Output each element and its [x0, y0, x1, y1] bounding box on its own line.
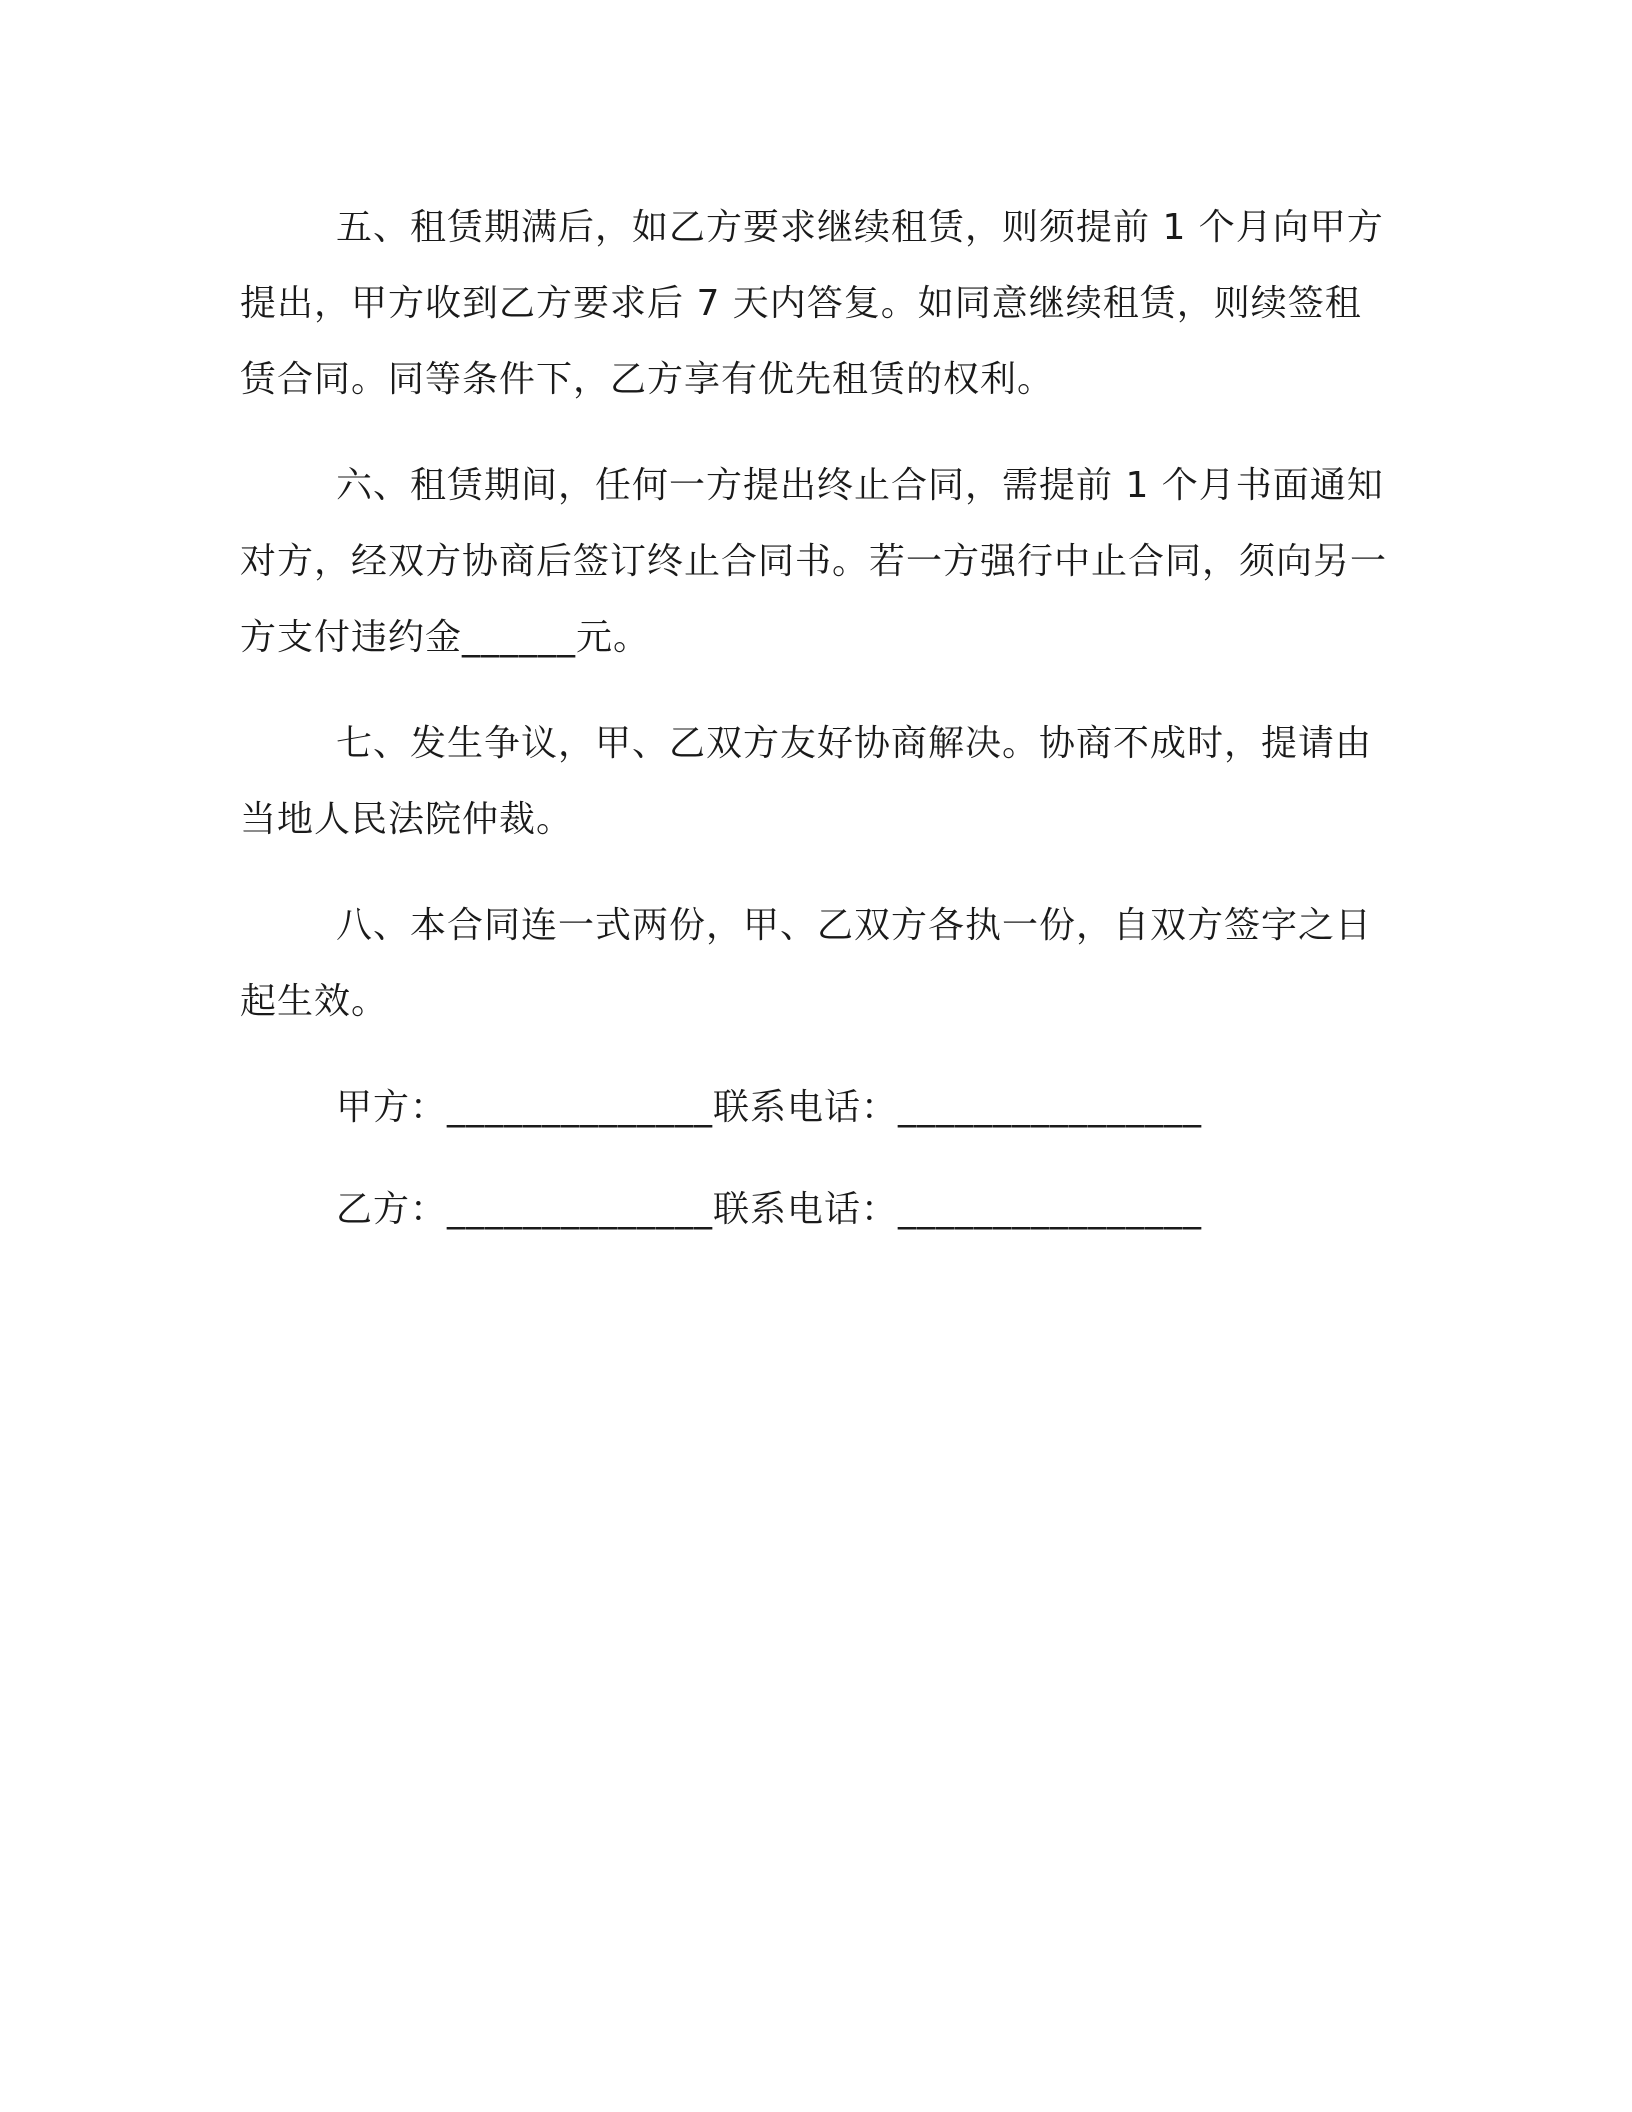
party-a-signature-line: 甲方：______________联系电话：________________ — [336, 1087, 1203, 1128]
party-b-signature-line: 乙方：______________联系电话：________________ — [336, 1189, 1203, 1230]
signature-block — [240, 1070, 1390, 1248]
clause-7: 七、发生争议，甲、乙双方友好协商解决。协商不成时，提请由当地人民法院仲裁。 — [240, 723, 1373, 840]
contract-body — [240, 190, 1390, 1248]
clause-5: 五、租赁期满后，如乙方要求继续租赁，则须提前 1 个月向甲方提出，甲方收到乙方要求后 7 天内答复。如同意继续租赁，则续签租赁合同。同等条件下，乙方享有优先租赁的权利。 — [240, 207, 1384, 400]
clause-8: 八、本合同连一式两份，甲、乙双方各执一份，自双方签字之日起生效。 — [240, 905, 1373, 1022]
clause-6: 六、租赁期间，任何一方提出终止合同，需提前 1 个月书面通知对方，经双方协商后签订终止合同书。若一方强行中止合同，须向另一方支付违约金______元。 — [240, 465, 1388, 658]
